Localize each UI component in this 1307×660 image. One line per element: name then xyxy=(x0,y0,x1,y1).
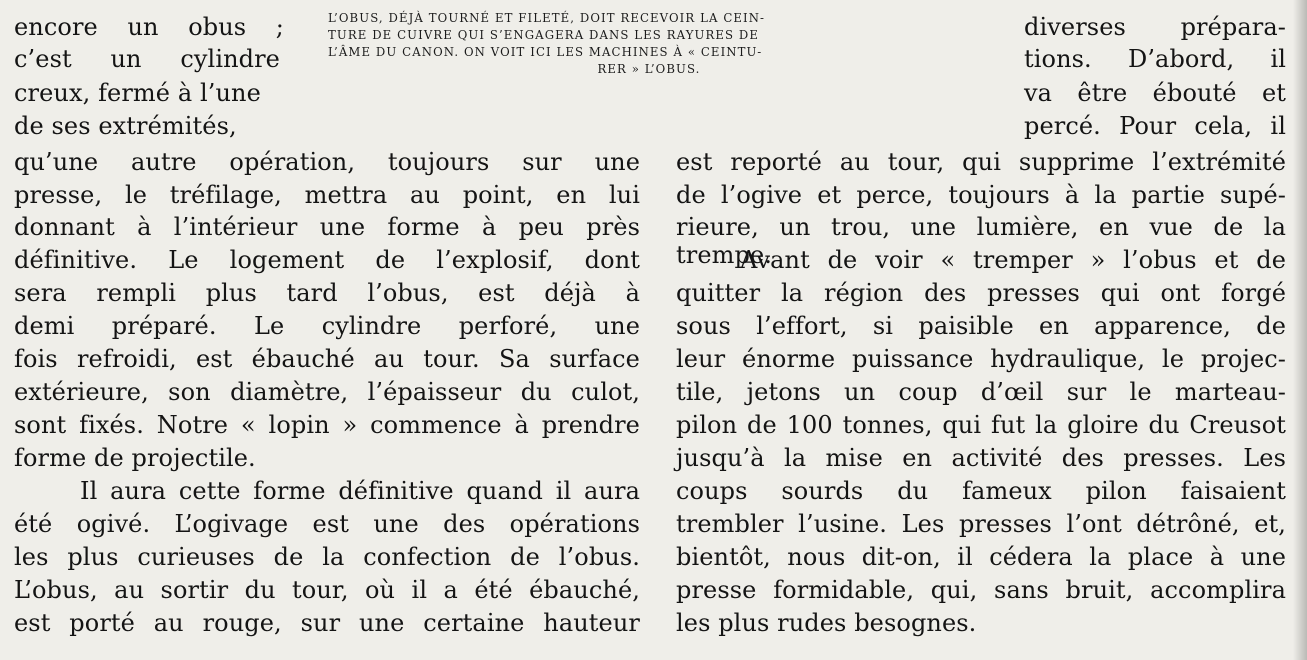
right-line-15: les plus rudes besognes. xyxy=(676,609,977,637)
right-line-14: presse formidable, qui, sans bruit, accomplira xyxy=(676,576,1286,604)
right-line-10: jusqu’à la mise en activité des presses. Les xyxy=(676,444,1286,472)
caption-line-3: L’ÂME DU CANON. ON VOIT ICI LES MACHINES À « CEINTU- xyxy=(328,45,763,59)
left-line-12: été ogivé. L’ogivage est une des opérations xyxy=(14,510,640,538)
left-line-1: qu’une autre opération, toujours sur une xyxy=(14,148,640,176)
caption-line-1: L’OBUS, DÉJÀ TOURNÉ ET FILETÉ, DOIT RECEVOIR LA CEIN- xyxy=(328,11,766,25)
left-line-13: les plus curieuses de la confection de l’obus. xyxy=(14,543,640,571)
right-line-6: sous l’effort, si paisible en apparence, de xyxy=(676,312,1286,340)
right-line-8: tile, jetons un coup d’œil sur le marteau- xyxy=(676,378,1286,406)
right-top-line-4: percé. Pour cela, il xyxy=(1024,112,1286,140)
right-line-5: quitter la région des presses qui ont forgé xyxy=(676,279,1286,307)
right-line-13: bientôt, nous dit-on, il cédera la place à une xyxy=(676,543,1286,571)
left-line-3: donnant à l’intérieur une forme à peu près xyxy=(14,213,640,241)
right-top-line-1: diverses prépara- xyxy=(1024,13,1286,41)
left-top-line-1: encore un obus ; xyxy=(14,13,284,41)
left-line-2: presse, le tréfilage, mettra au point, en lui xyxy=(14,181,640,209)
right-line-1: est reporté au tour, qui supprime l’extrémité xyxy=(676,148,1286,176)
left-line-9: sont fixés. Notre « lopin » commence à prendre xyxy=(14,411,640,439)
left-line-4: définitive. Le logement de l’explosif, dont xyxy=(14,246,640,274)
right-line-11: coups sourds du fameux pilon faisaient xyxy=(676,477,1286,505)
left-line-10: forme de projectile. xyxy=(14,444,256,472)
left-line-5: sera rempli plus tard l’obus, est déjà à xyxy=(14,279,640,307)
left-line-8: extérieure, son diamètre, l’épaisseur du culot, xyxy=(14,378,640,406)
left-line-7: fois refroidi, est ébauché au tour. Sa surface xyxy=(14,345,640,373)
right-line-4: Avant de voir « tremper » l’obus et de xyxy=(740,246,1286,274)
right-line-7: leur énorme puissance hydraulique, le projec- xyxy=(676,345,1286,373)
caption-line-2: TURE DE CUIVRE QUI S’ENGAGERA DANS LES RAYURES DE xyxy=(328,28,760,42)
right-line-9: pilon de 100 tonnes, qui fut la gloire du Creusot xyxy=(676,411,1286,439)
left-top-line-3: creux, fermé à l’une xyxy=(14,79,261,107)
right-top-line-2: tions. D’abord, il xyxy=(1024,45,1286,73)
figure-caption xyxy=(328,10,970,78)
right-line-3: rieure, un trou, une lumière, en vue de la trempe. xyxy=(676,213,1286,269)
left-line-15: est porté au rouge, sur une certaine hauteur xyxy=(14,609,640,637)
left-line-6: demi préparé. Le cylindre perforé, une xyxy=(14,312,640,340)
left-top-line-2: c’est un cylindre xyxy=(14,45,280,73)
caption-line-4: RER » L’OBUS. xyxy=(597,62,701,76)
right-line-2: de l’ogive et perce, toujours à la partie supé- xyxy=(676,181,1286,209)
left-top-line-4: de ses extrémités, xyxy=(14,112,237,140)
left-line-11: Il aura cette forme définitive quand il aura xyxy=(80,477,640,505)
right-top-line-3: va être ébouté et xyxy=(1024,79,1286,107)
left-line-14: L’obus, au sortir du tour, où il a été ébauché, xyxy=(14,576,640,604)
right-line-12: trembler l’usine. Les presses l’ont détrôné, et, xyxy=(676,510,1286,538)
page-edge-shadow xyxy=(1293,0,1307,660)
